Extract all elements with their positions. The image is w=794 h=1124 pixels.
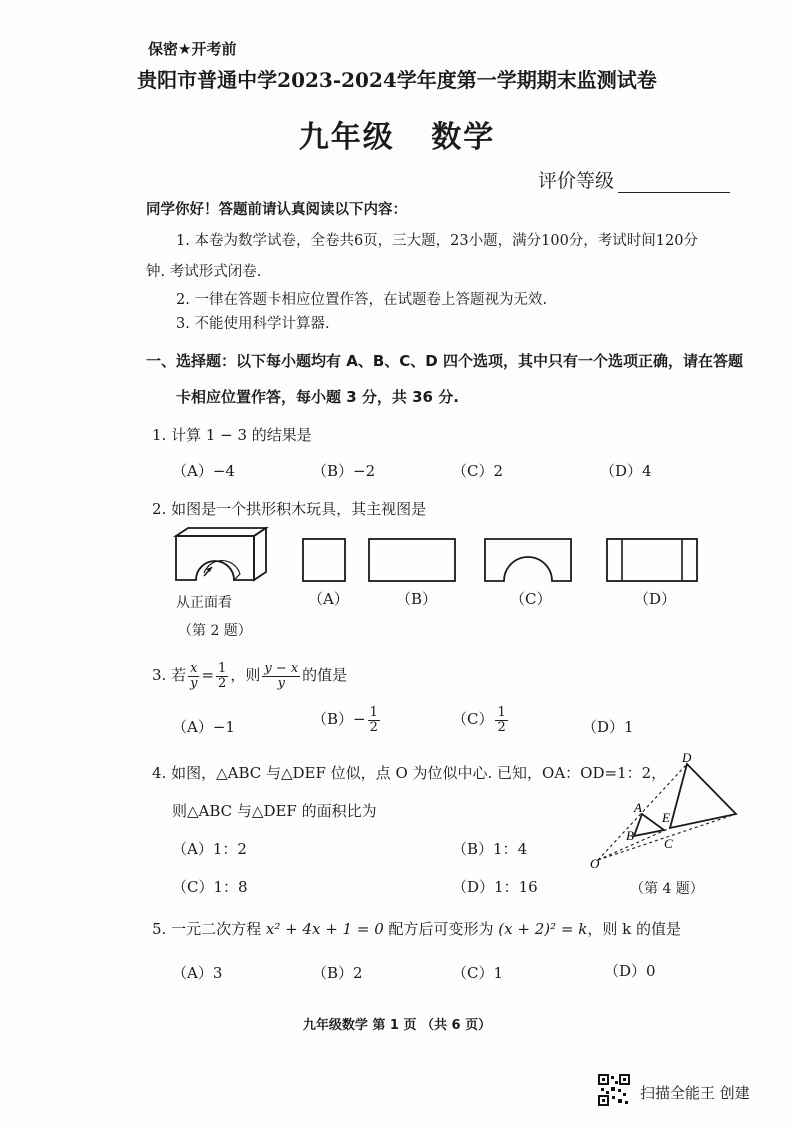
q1-option-d: （D）4 bbox=[600, 462, 652, 480]
point-a-label: A bbox=[634, 800, 642, 815]
q3-option-c-fraction: $\frac{1}{2}$ bbox=[497, 705, 506, 735]
instruction-1-line-1: 1. 本卷为数学试卷，全卷共6页，三大题，23小题，满分100分，考试时间120分 bbox=[176, 233, 698, 249]
q5-option-b: （B）2 bbox=[312, 964, 363, 982]
rating-blank bbox=[618, 174, 730, 193]
q2-option-d-figure bbox=[606, 538, 698, 582]
q5-equation-completed-square: (x + 2)² = k bbox=[498, 920, 588, 938]
q3-fraction-x-over-y: $\frac{x}{y}$ bbox=[190, 661, 198, 691]
point-e-label: E bbox=[662, 810, 670, 825]
point-b-label: B bbox=[626, 828, 634, 843]
q3-option-b: （B）− $\frac{1}{2}$ bbox=[312, 705, 378, 735]
q3-option-d: （D）1 bbox=[582, 718, 634, 736]
q1-option-a: （A）−4 bbox=[172, 462, 235, 480]
instruction-3: 3. 不能使用科学计算器. bbox=[176, 316, 330, 332]
q3-stem bbox=[152, 662, 347, 690]
q1-option-c: （C）2 bbox=[452, 462, 504, 480]
rating-field bbox=[538, 166, 730, 193]
q4-option-a: （A）1：2 bbox=[172, 840, 247, 858]
q2-view-label: 从正面看 bbox=[176, 595, 232, 611]
q4-figure-caption: （第 4 题） bbox=[630, 881, 704, 897]
q3-mid: ，则 bbox=[230, 666, 261, 685]
q2-option-a-figure bbox=[302, 538, 346, 582]
q1-option-b: （B）−2 bbox=[312, 462, 376, 480]
q3-fraction-one-half: $\frac{1}{2}$ bbox=[218, 661, 227, 691]
q4-homothety-figure bbox=[590, 750, 740, 871]
exam-title: 贵阳市普通中学2023-2024学年度第一学期期末监测试卷 bbox=[137, 68, 657, 92]
rating-label: 评价等级 bbox=[538, 170, 615, 192]
page-footer: 九年级数学 第 1 页 （共 6 页） bbox=[302, 1018, 492, 1033]
q2-option-d: （D） bbox=[634, 590, 677, 608]
q5-option-c: （C）1 bbox=[452, 964, 504, 982]
q4-option-b: （B）1：4 bbox=[452, 840, 528, 858]
q3-fraction-y-minus-x-over-y: $\frac{y - x}{y}$ bbox=[264, 661, 299, 691]
q3-equals: = bbox=[201, 666, 215, 685]
q2-figure-caption: （第 2 题） bbox=[178, 623, 252, 639]
scanner-watermark: 扫描全能王 创建 bbox=[640, 1084, 750, 1102]
secret-mark: 保密★开考前 bbox=[148, 40, 237, 58]
point-c-label: C bbox=[664, 836, 673, 851]
section-1-heading-line-1: 一、选择题：以下每小题均有 A、B、C、D 四个选项，其中只有一个选项正确，请在答题 bbox=[146, 352, 743, 370]
exam-subtitle: 九年级 数学 bbox=[298, 120, 496, 155]
q2-option-c-figure bbox=[484, 538, 572, 582]
q4-stem-line-1: 4. 如图，△ABC 与△DEF 位似，点 O 为位似中心. 已知，OA：OD=1：2， bbox=[152, 764, 667, 782]
point-o-label: O bbox=[590, 856, 600, 871]
q3-suffix: 的值是 bbox=[302, 666, 348, 685]
q3-option-c: （C） $\frac{1}{2}$ bbox=[452, 705, 506, 735]
q5-option-a: （A）3 bbox=[172, 964, 223, 982]
q2-option-b: （B） bbox=[396, 590, 438, 608]
q3-option-a: （A）−1 bbox=[172, 718, 235, 736]
q4-option-d: （D）1：16 bbox=[452, 878, 538, 896]
q2-arch-block-figure bbox=[170, 526, 270, 586]
q2-option-b-figure bbox=[368, 538, 456, 582]
q3-prefix: 3. 若 bbox=[152, 666, 187, 685]
q2-option-a: （A） bbox=[308, 590, 349, 608]
q5-stem: 5. 一元二次方程 x² + 4x + 1 = 0 配方后可变形为 (x + 2)² = k，则 k 的值是 bbox=[152, 920, 681, 938]
q2-option-c: （C） bbox=[510, 590, 552, 608]
q1-stem: 1. 计算 1 − 3 的结果是 bbox=[152, 426, 312, 444]
instruction-1-line-2: 钟. 考试形式闭卷. bbox=[146, 264, 262, 280]
q4-option-c: （C）1：8 bbox=[172, 878, 248, 896]
section-1-heading-line-2: 卡相应位置作答，每小题 3 分，共 36 分. bbox=[176, 388, 459, 406]
q4-stem-line-2: 则△ABC 与△DEF 的面积比为 bbox=[172, 802, 377, 820]
q3-option-b-fraction: $\frac{1}{2}$ bbox=[369, 705, 378, 735]
qr-code-icon bbox=[598, 1074, 630, 1106]
point-d-label: D bbox=[682, 750, 692, 765]
q2-stem: 2. 如图是一个拱形积木玩具，其主视图是 bbox=[152, 500, 427, 518]
q5-equation-original: x² + 4x + 1 = 0 bbox=[265, 920, 384, 938]
instruction-2: 2. 一律在答题卡相应位置作答，在试题卷上答题视为无效. bbox=[176, 292, 548, 308]
triangle-def bbox=[670, 764, 736, 828]
q5-option-d: （D）0 bbox=[604, 962, 656, 980]
instructions-greeting: 同学你好！答题前请认真阅读以下内容： bbox=[146, 202, 407, 218]
